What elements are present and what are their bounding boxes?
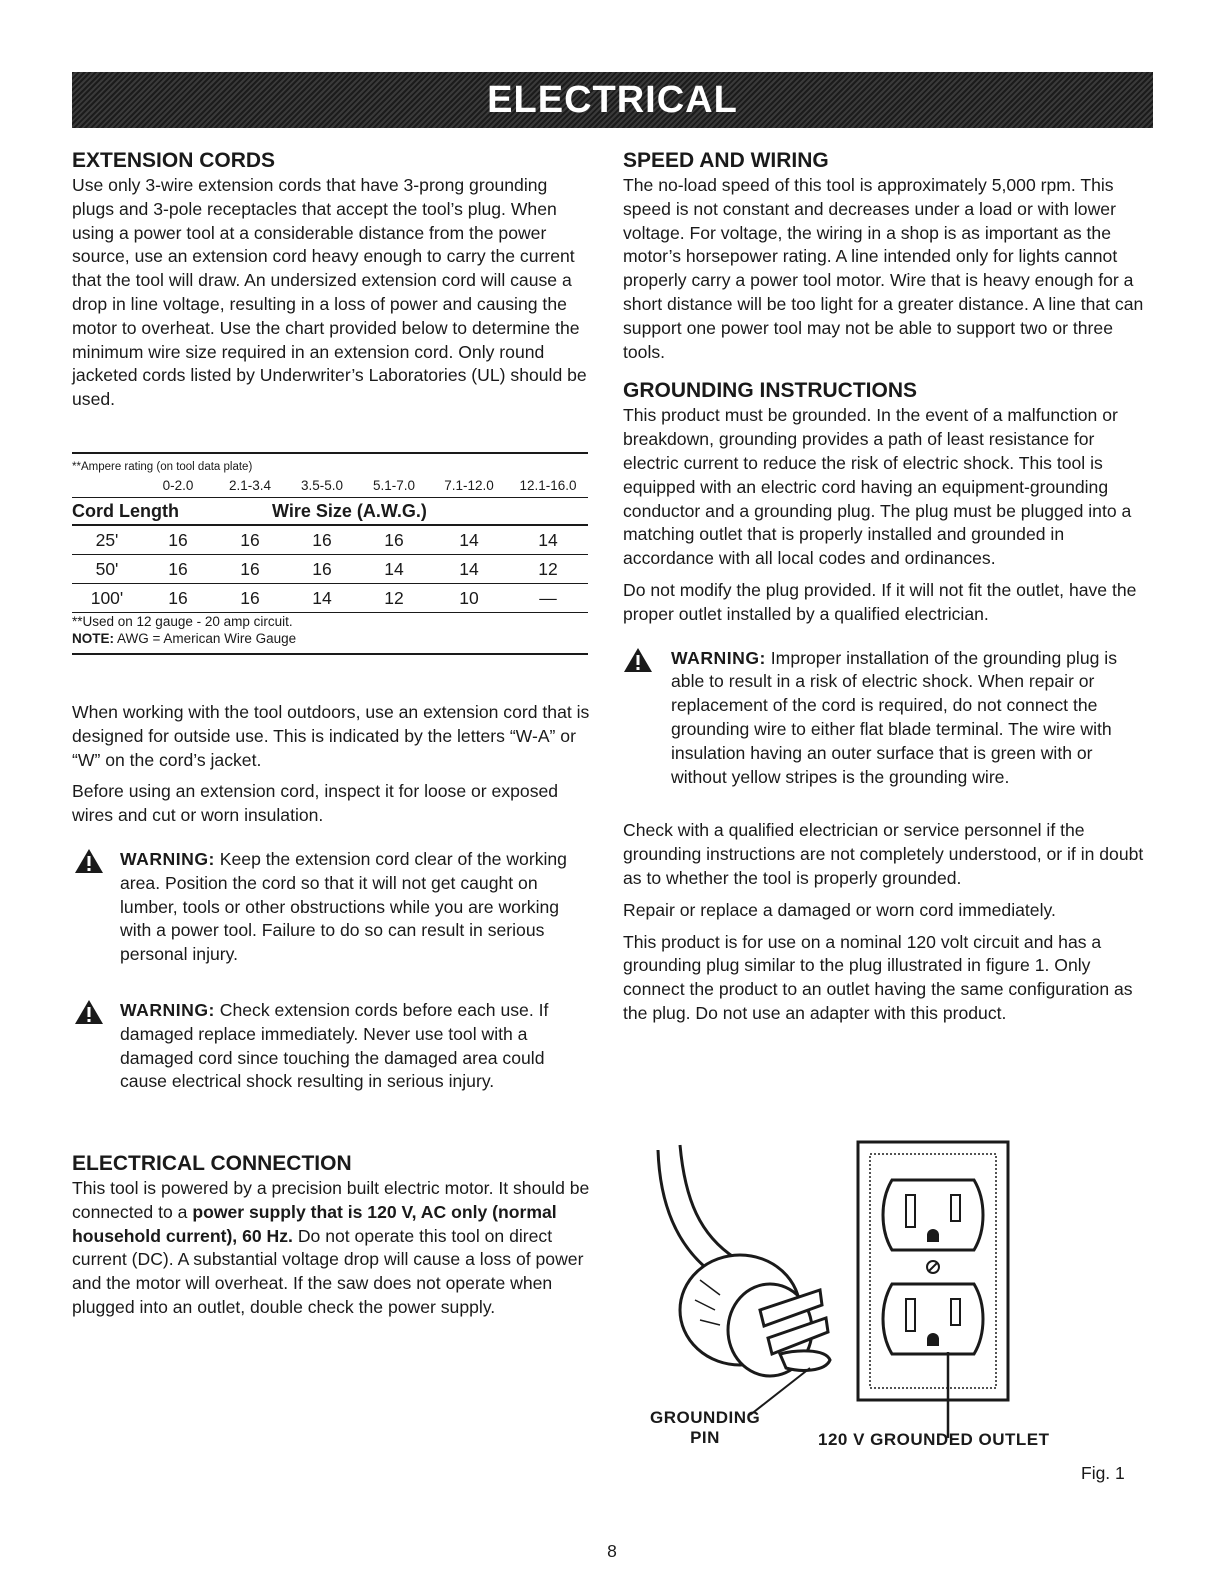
table-cell: 12 <box>384 588 404 608</box>
ampere-range: 2.1-3.4 <box>228 478 272 493</box>
warning-triangle-icon <box>623 647 671 790</box>
plug-outlet-illustration <box>640 1140 1160 1440</box>
grounding-pin-label-line2: PIN <box>690 1428 720 1447</box>
electrical-connection-heading: ELECTRICAL CONNECTION <box>72 1152 352 1175</box>
ampere-range: 5.1-7.0 <box>372 478 416 493</box>
table-cell: 14 <box>312 588 332 608</box>
warning-body: Keep the extension cord clear of the working area. Position the cord so that it will not get caught on lumber, tools or other obstructions while you are working with a power tool. Failure to do so can result in serious personal injury. <box>120 848 567 965</box>
warning-body: Improper installation of the grounding plug is able to result in a risk of electric shock. When repair or replacement of the cord is required, do not connect the grounding wire to either flat blade terminal. The wire with insulation having an outer surface that is green with or without yellow stripes is the grounding wire. <box>671 647 1118 787</box>
table-cell: — <box>539 588 557 608</box>
connection-text-bold: power supply that is 120 V, AC only (normal household current), 60 Hz. <box>72 1201 557 1246</box>
section-title: ELECTRICAL <box>487 78 738 121</box>
warning-label: WARNING: <box>120 848 215 869</box>
grounding-pin-label <box>650 1408 760 1448</box>
warning-block <box>623 647 1153 790</box>
plug-icon <box>680 1255 830 1376</box>
cord-line <box>680 1145 735 1258</box>
grounding-paragraph: Check with a qualified electrician or service personnel if the grounding instructions are not completely understood, or if in doubt as to whether the tool is properly grounded. <box>623 820 1144 888</box>
left-column <box>72 148 592 412</box>
table-cell: 14 <box>459 530 479 550</box>
note-label: NOTE: <box>72 631 114 646</box>
warning-block <box>72 999 592 1094</box>
ampere-range: 3.5-5.0 <box>300 478 344 493</box>
table-cell: 16 <box>312 559 332 579</box>
page-number: 8 <box>607 1541 617 1561</box>
grounding-pin-label-line1: GROUNDING <box>650 1408 761 1427</box>
grounding-paragraph: This product is for use on a nominal 120 volt circuit and has a grounding plug similar to the plug illustrated in figure 1. Only connect the product to an outlet having the same configuration as the plug. Do not use an adapter with this product. <box>623 931 1133 1023</box>
table-cell: 16 <box>168 588 188 608</box>
table-row <box>72 555 588 584</box>
warning-triangle-icon <box>72 848 120 967</box>
extension-cords-continued <box>72 701 592 1094</box>
table-cell: 16 <box>168 530 188 550</box>
connection-text-b: Do not operate this tool on direct current (DC). A substantial voltage drop will cause a loss of power and the motor will overheat. If the saw does not operate when plugged into an outlet, double check the power supply. <box>72 1225 584 1317</box>
section-banner <box>72 72 1153 128</box>
connection-text-a: This tool is powered by a precision built electric motor. It should be connected to a <box>72 1178 590 1222</box>
cord-length-header: Cord Length <box>72 501 179 521</box>
table-row <box>72 584 588 613</box>
outdoor-paragraph: When working with the tool outdoors, use an extension cord that is designed for outside use. This is indicated by the letters “W-A” or “W” on the cord’s jacket. <box>72 702 590 770</box>
cord-length-cell: 25' <box>95 530 119 550</box>
wire-size-table <box>72 452 588 655</box>
wire-size-header: Wire Size (A.W.G.) <box>272 501 427 521</box>
table-cell: 16 <box>240 530 260 550</box>
electrical-connection-text <box>72 1177 592 1320</box>
cord-line <box>658 1150 715 1275</box>
table-cell: 12 <box>538 559 558 579</box>
outlet-label: 120 V GROUNDED OUTLET <box>818 1430 1050 1449</box>
note-text: AWG = American Wire Gauge <box>114 631 297 646</box>
ampere-range: 7.1-12.0 <box>444 478 494 493</box>
warning-text <box>120 999 592 1094</box>
inspect-paragraph: Before using an extension cord, inspect it for loose or exposed wires and cut or worn insulation. <box>72 781 559 826</box>
speed-wiring-heading: SPEED AND WIRING <box>623 149 829 172</box>
table-cell: 14 <box>459 559 479 579</box>
grounding-heading: GROUNDING INSTRUCTIONS <box>623 379 917 403</box>
ampere-rating-title: **Ampere rating (on tool data plate) <box>72 461 253 473</box>
electrical-connection-section <box>72 1151 592 1320</box>
right-column <box>623 148 1153 1026</box>
grounding-paragraph: This product must be grounded. In the event of a malfunction or breakdown, grounding provides a path of least resistance for electric current to reduce the risk of electric shock. This tool is equipped with an electric cord having an equipment-grounding conductor and a grounding plug. The plug must be plugged into a matching outlet that is properly installed and grounded in accordance with all local codes and ordinances. <box>623 405 1132 569</box>
table-cell: 16 <box>168 559 188 579</box>
table-note <box>72 630 588 647</box>
table-cell: 10 <box>459 588 479 608</box>
table-header-row <box>72 497 588 526</box>
table-cell: 14 <box>384 559 404 579</box>
figure-caption: Fig. 1 <box>1081 1463 1125 1483</box>
table-cell: 16 <box>384 530 404 550</box>
warning-block <box>72 848 592 967</box>
extension-cords-intro: Use only 3-wire extension cords that have 3-prong grounding plugs and 3-pole receptacles that accept the tool’s plug. When using a power tool at a considerable distance from the power source, use an extension cord heavy enough to carry the current that the tool will draw. An undersized extension cord will cause a drop in line voltage, resulting in a loss of power and causing the motor to overheat. Use the chart provided below to determine the minimum wire size required in an extension cord. Only round jacketed cords listed by Underwriter’s Laboratories (UL) should be used. <box>72 175 587 410</box>
table-cell: 16 <box>312 530 332 550</box>
warning-text <box>120 848 592 967</box>
table-cell: 14 <box>538 530 558 550</box>
speed-wiring-text: The no-load speed of this tool is approximately 5,000 rpm. This speed is not constant and decreases under a load or with lower voltage. For voltage, the wiring in a shop is as important as the motor’s horsepower rating. A line intended only for lights cannot properly carry a power tool motor. Wire that is heavy enough for a short distance will be too light for a greater distance. A line that can support one power tool may not be able to support two or three tools. <box>623 175 1144 362</box>
table-row <box>72 526 588 555</box>
cord-length-cell: 100' <box>90 588 124 608</box>
warning-label: WARNING: <box>671 647 766 668</box>
ampere-range: 12.1-16.0 <box>519 478 577 493</box>
extension-cords-heading: EXTENSION CORDS <box>72 149 276 172</box>
figure-plug-outlet <box>640 1140 1160 1500</box>
ampere-range: 0-2.0 <box>162 478 194 493</box>
warning-body: Check extension cords before each use. If damaged replace immediately. Never use tool with a damaged cord since touching the damaged area could cause electrical shock resulting in serious injury. <box>120 999 549 1092</box>
table-footnote: **Used on 12 gauge - 20 amp circuit. <box>72 614 293 629</box>
warning-text <box>671 647 1153 790</box>
grounding-paragraph: Do not modify the plug provided. If it will not fit the outlet, have the proper outlet installed by a qualified electrician. <box>623 579 1137 624</box>
warning-label: WARNING: <box>120 999 215 1020</box>
grounding-paragraph: Repair or replace a damaged or worn cord immediately. <box>623 899 1056 920</box>
outlet-icon <box>858 1142 1008 1400</box>
cord-length-cell: 50' <box>95 559 119 579</box>
table-cell: 16 <box>240 588 260 608</box>
table-cell: 16 <box>240 559 260 579</box>
warning-triangle-icon <box>72 999 120 1094</box>
ampere-range-row <box>72 475 588 497</box>
